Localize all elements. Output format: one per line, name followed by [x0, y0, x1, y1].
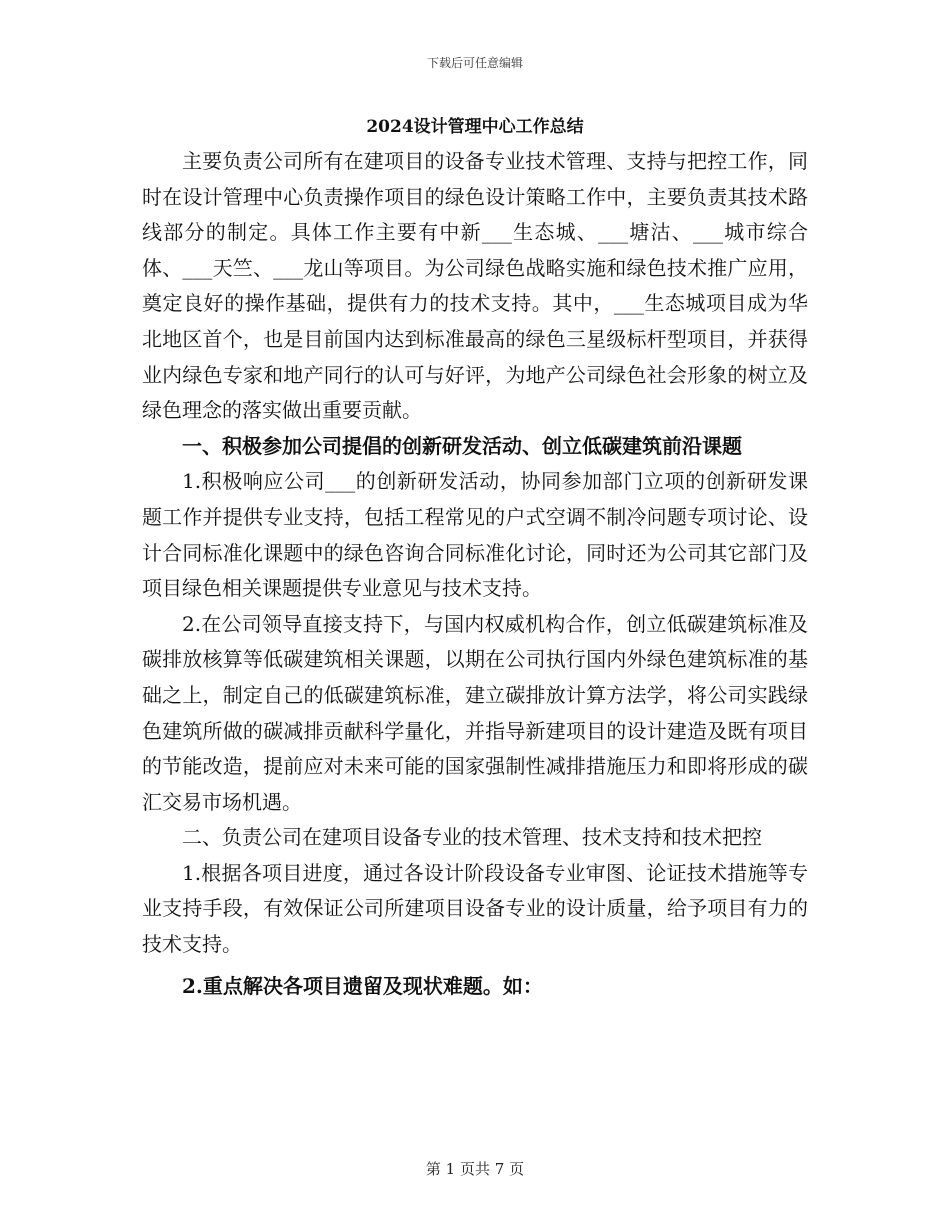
section2-heading: 二、负责公司在建项目设备专业的技术管理、技术支持和技术把控 [182, 825, 762, 850]
page-header: 下载后可任意编辑 [426, 56, 523, 70]
document-title: 2024设计管理中心工作总结 [366, 117, 584, 137]
document-body [142, 110, 808, 1004]
page-footer: 第 1 页共 7 页 [425, 1160, 525, 1178]
section1-item2: 2.在公司领导直接支持下，与国内权威机构合作，创立低碳建筑标准及碳排放核算等低碳建筑相关课题，以期在公司执行国内外绿色建筑标准的基础之上，制定自己的低碳建筑标准，建立碳排放计算方法学，将公司实践绿色建筑所做的碳减排贡献科学量化，并指导新建项目的设计建造及既有项目的节能改造，提前应对未来可能的国家强制性减排措施压力和即将形成的碳汇交易市场机遇。 [142, 611, 808, 814]
section1-heading: 一、积极参加公司提倡的创新研发活动、创立低碳建筑前沿课题 [182, 433, 742, 458]
section2-item1: 1.根据各项目进度，通过各设计阶段设备专业审图、论证技术措施等专业支持手段，有效保证公司所建项目设备专业的设计质量，给予项目有力的技术支持。 [142, 860, 808, 957]
intro-paragraph: 主要负责公司所有在建项目的设备专业技术管理、支持与把控工作，同时在设计管理中心负责操作项目的绿色设计策略工作中，主要负责其技术路线部分的制定。具体工作主要有中新___生态城、___塘沽、___城市综合体、___天竺、___龙山等项目。为公司绿色战略实施和绿色技术推广应用，奠定良好的操作基础，提供有力的技术支持。其中，___生态城项目成为华北地区首个，也是目前国内达到标准最高的绿色三星级标杆型项目，并获得业内绿色专家和地产同行的认可与好评，为地产公司绿色社会形象的树立及绿色理念的落实做出重要贡献。 [142, 149, 808, 423]
section1-item1: 1.积极响应公司___的创新研发活动，协同参加部门立项的创新研发课题工作并提供专业支持，包括工程常见的户式空调不制冷问题专项讨论、设计合同标准化课题中的绿色咨询合同标准化讨论，同时还为公司其它部门及项目绿色相关课题提供专业意见与技术支持。 [142, 469, 808, 601]
section2-item2: 2.重点解决各项目遗留及现状难题。如： [182, 973, 543, 998]
